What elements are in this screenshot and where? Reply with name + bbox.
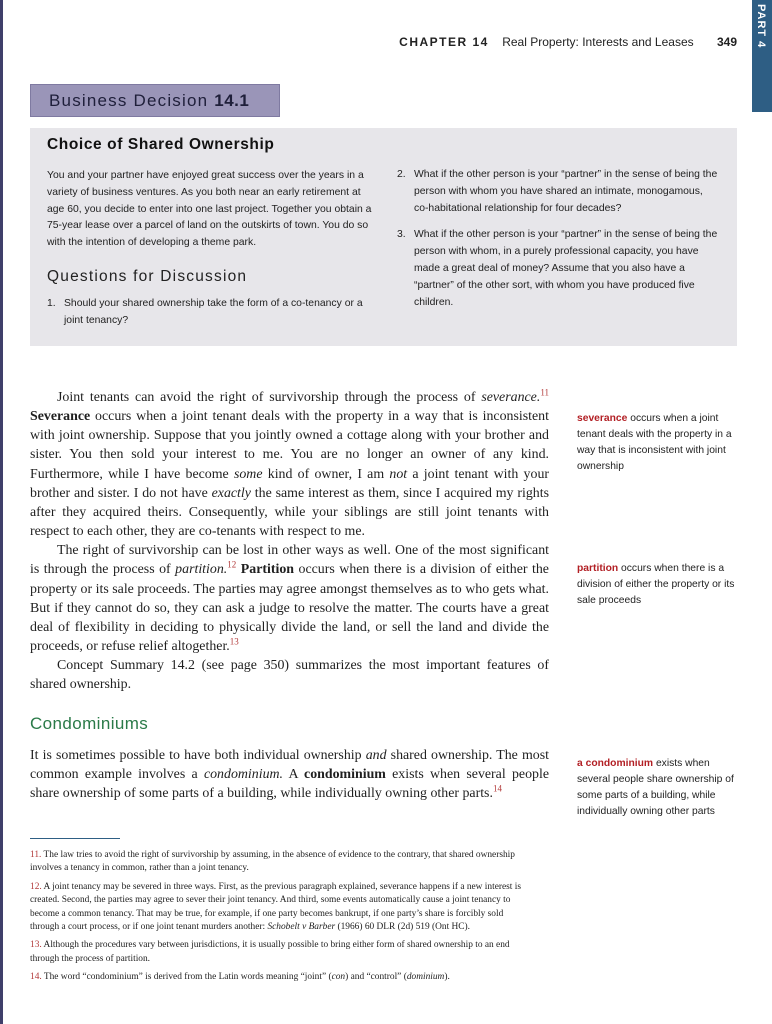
footnote-text: The law tries to avoid the right of survivorship by assuming, in the absence of evidence to the contrary, that shared ownership involves a tenancy in common, rather than a joint tenancy. — [30, 850, 515, 874]
page-number: 349 — [716, 35, 737, 49]
bold-term: Partition — [240, 562, 295, 578]
paragraph-severance — [30, 388, 549, 541]
text-run: The right of survivorship can be lost in other ways as well. One of the most significant is through the process of — [30, 543, 549, 578]
paragraph-condominium — [30, 746, 549, 803]
text-run: It is sometimes possible to have both individual ownership — [30, 747, 366, 763]
italic-text: exactly — [211, 485, 251, 501]
footnote-ref[interactable]: 13 — [229, 636, 239, 647]
paragraph-concept-summary: Concept Summary 14.2 (see page 350) summarizes the most important features of shared ownership. — [30, 658, 549, 693]
question-text: Should your shared ownership take the form of a co-tenancy or a joint tenancy? — [64, 298, 363, 326]
section-heading: Condominiums — [30, 713, 149, 733]
footnote-text: A joint tenancy may be severed in three ways. First, as the previous paragraph explained, severance happens if a new interest is created. Second, the parties may agree to sever their joint tenancy. And third, some events automatically cause a joint tenancy to become a common tenancy. That may be true, for example, if one party becomes bankrupt, if one party’s share is forcibly sold through a court process, or if one joint tenant murders another: — [30, 881, 521, 933]
question-number: 2. — [397, 169, 406, 180]
footnote-text: ). — [444, 972, 450, 983]
paragraph-partition — [30, 541, 549, 656]
footnote-ref[interactable]: 11 — [540, 387, 549, 398]
footnote-number: 12. — [30, 881, 42, 892]
glossary-definition: exists when several people share ownership of some parts of a building, while individually owning other parts — [577, 758, 734, 817]
glossary-condominium — [577, 756, 742, 820]
chapter-label: CHAPTER 14 — [399, 35, 489, 49]
part-tab — [752, 0, 772, 112]
glossary-partition — [577, 561, 742, 609]
footnote — [30, 881, 529, 935]
footnote — [30, 939, 529, 966]
case-name: Schobelt v Barber — [267, 922, 336, 933]
footnote-number: 11. — [30, 850, 42, 860]
business-decision-label-text: Business Decision — [49, 91, 209, 110]
italic-text: not — [389, 466, 408, 482]
footnote — [30, 971, 529, 984]
footnote-ref[interactable]: 14 — [492, 783, 502, 794]
footnote — [30, 849, 529, 876]
question-item — [47, 296, 372, 330]
italic-text: some — [233, 466, 263, 482]
page-edge-rule — [0, 0, 3, 1024]
glossary-severance — [577, 411, 742, 475]
business-decision-title: Choice of Shared Ownership — [47, 136, 275, 153]
question-text: What if the other person is your “partner” in the sense of being the person with whom you have shared an intimate, monogamous, co-habitational relationship for four decades? — [414, 169, 718, 214]
latin-word: dominium — [406, 972, 445, 983]
glossary-term: a condominium — [577, 758, 654, 769]
footnote-number: 13. — [30, 940, 42, 951]
business-decision-label — [30, 84, 280, 117]
italic-term: partition. — [175, 562, 228, 578]
text-run: the same interest as them, since I acquired my rights after they acquired theirs. Consequently, while your siblings are still joint tenants with respect to each other, they are co-tenants with respect to me. — [30, 485, 549, 540]
chapter-title: Real Property: Interests and Leases — [502, 35, 694, 49]
latin-word: con — [331, 972, 346, 983]
text-run: a joint tenant with your brother and sister. I do not have — [30, 466, 550, 501]
glossary-term: severance — [577, 413, 628, 424]
question-item — [397, 167, 719, 217]
glossary-definition: occurs when a joint tenant deals with the property in a way that is inconsistent with joint ownership — [577, 413, 732, 472]
text-run: shared ownership. The most common example involves a — [30, 747, 549, 782]
italic-term: condominium. — [203, 766, 284, 782]
question-list-right — [397, 167, 719, 321]
footnote-number: 14. — [30, 972, 42, 983]
bold-term: Severance — [30, 409, 91, 425]
question-list-left — [47, 296, 372, 340]
business-decision-box — [30, 128, 737, 346]
text-run: A — [283, 766, 305, 782]
question-text: What if the other person is your “partner” in the sense of being the person with whom, in a purely professional capacity, you have made a great deal of money? Assume that you also have a “partner” of the other sort, with whom you have produced five children. — [414, 229, 718, 308]
part-tab-label: PART 4 — [755, 4, 767, 49]
footnote-text: ) and “control” ( — [345, 972, 407, 983]
footnote-text: (1966) 60 DLR (2d) 519 (Ont HC). — [335, 922, 471, 933]
footnotes — [30, 849, 529, 990]
italic-term: severance. — [481, 390, 541, 405]
business-decision-scenario: You and your partner have enjoyed great success over the years in a variety of business ventures. As you both near an early retirement at age 60, you decide to enter into one last project. Together you obtain a 75-year lease over a parcel of land on the outskirts of town. You do so with the intention of developing a theme park. — [47, 170, 372, 249]
question-item — [397, 227, 719, 311]
glossary-term: partition — [577, 563, 619, 574]
question-number: 1. — [47, 298, 56, 309]
text-run: Joint tenants can avoid the right of survivorship through the process of — [57, 390, 482, 405]
footnote-ref[interactable]: 12 — [227, 559, 237, 570]
glossary-definition: occurs when there is a division of either the property or its sale proceeds — [577, 563, 735, 606]
running-header — [399, 35, 737, 49]
footnote-divider — [30, 838, 120, 839]
business-decision-number: 14.1 — [214, 91, 250, 110]
text-run: occurs when there is a division of either the property or its sale proceeds. The parties may agree amongst themselves as to who gets what. But if they cannot do so, they can ask a judge to resolve the matter. The courts have a great deal of flexibility in deciding to physically divide the land, or sell the land and divide the proceeds, or refuse relief altogether. — [30, 562, 549, 655]
main-body-text — [30, 388, 549, 803]
footnote-text: Although the procedures vary between jurisdictions, it is usually possible to bring either form of shared ownership to an end through the process of partition. — [30, 940, 510, 964]
bold-term: condominium — [304, 766, 386, 782]
questions-heading: Questions for Discussion — [47, 268, 248, 285]
text-run: exists when several people share ownership of some parts of a building, while individually owning other parts. — [30, 766, 549, 801]
text-run: occurs when a joint tenant deals with the property in a way that is inconsistent with joint ownership. Suppose that you jointly owned a cottage along with your brother and sister. You then sold your interest to me. You are no longer an owner of any kind. Furthermore, while I have become — [30, 409, 549, 482]
text-run: kind of owner, I am — [262, 466, 390, 482]
question-number: 3. — [397, 229, 406, 241]
italic-text: and — [365, 747, 387, 763]
footnote-text: The word “condominium” is derived from the Latin words meaning “joint” ( — [41, 972, 332, 983]
